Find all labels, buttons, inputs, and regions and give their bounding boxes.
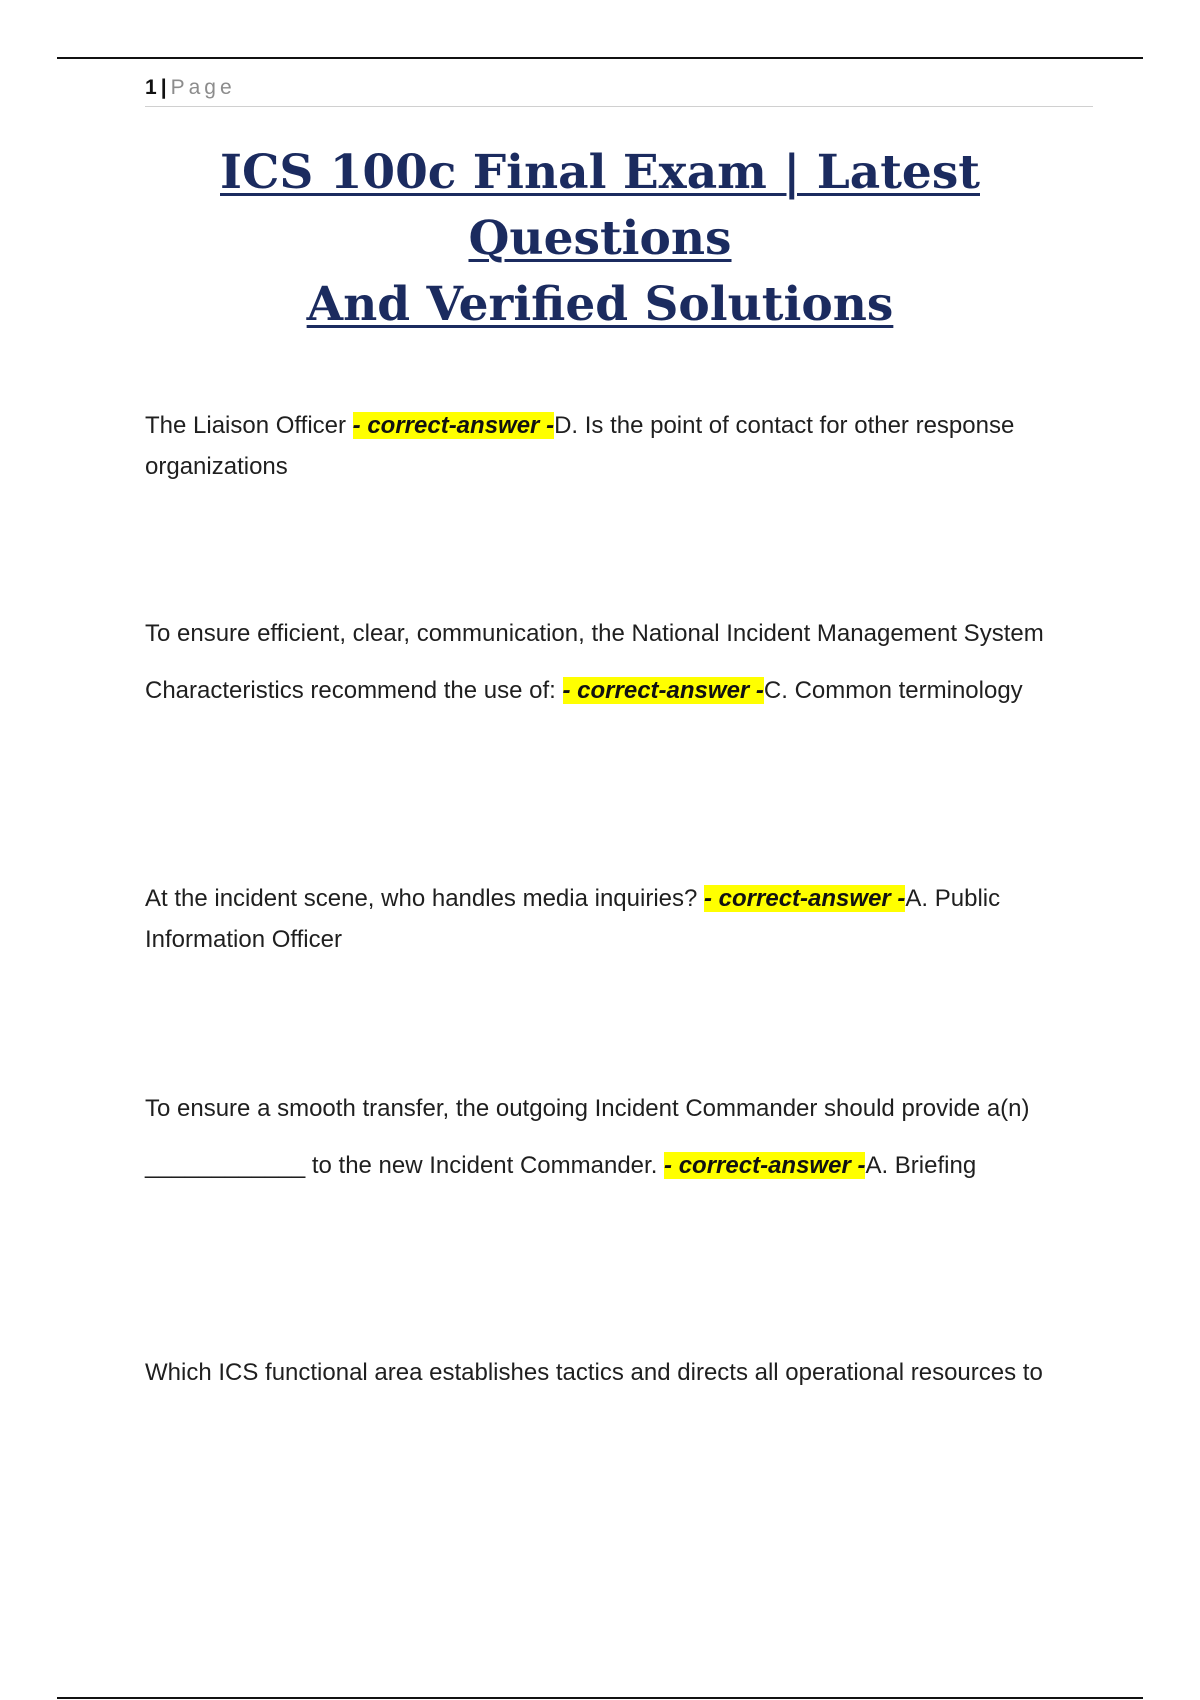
- qa-item: [145, 405, 1085, 503]
- top-rule: [57, 57, 1143, 59]
- question-text: Characteristics recommend the use of: - correct-answer -C. Common terminology: [145, 677, 1023, 704]
- answer-marker: - correct-answer -: [664, 1152, 866, 1179]
- question-text: To ensure a smooth transfer, the outgoing Incident Commander should provide a(n): [145, 1095, 1030, 1122]
- answer-marker: - correct-answer -: [704, 885, 906, 912]
- question-text: At the incident scene, who handles media inquiries? - correct-answer -A. Public Information Officer: [145, 885, 1001, 953]
- answer-text: A. Briefing: [865, 1152, 977, 1179]
- answer-marker: - correct-answer -: [352, 412, 555, 439]
- bottom-rule: [57, 1697, 1143, 1699]
- qa-item: [145, 1352, 1085, 1409]
- title-line-2: And Verified Solutions: [306, 277, 894, 332]
- qa-item: [145, 1088, 1085, 1202]
- question-text: The Liaison Officer - correct-answer -D. Is the point of contact for other response organizations: [145, 412, 1015, 480]
- page-separator: |: [160, 76, 167, 99]
- document-title: [100, 140, 1100, 338]
- answer-text: A. Public Information Officer: [145, 885, 1001, 953]
- qa-item: [145, 613, 1085, 727]
- question-text: Which ICS functional area establishes tactics and directs all operational resources to: [145, 1359, 1043, 1386]
- title-line-1: ICS 100c Final Exam | Latest Questions: [220, 145, 980, 266]
- answer-text: D. Is the point of contact for other response organizations: [145, 412, 1015, 480]
- question-text: ____________ to the new Incident Commander. - correct-answer -A. Briefing: [145, 1152, 977, 1179]
- qa-item: [145, 878, 1085, 976]
- question-text: To ensure efficient, clear, communication, the National Incident Management System: [145, 620, 1044, 647]
- page-label: Page: [170, 76, 236, 99]
- answer-marker: - correct-answer -: [562, 677, 764, 704]
- answer-text: C. Common terminology: [763, 677, 1023, 704]
- page-number: 1: [145, 76, 157, 99]
- page-header: [145, 72, 1093, 107]
